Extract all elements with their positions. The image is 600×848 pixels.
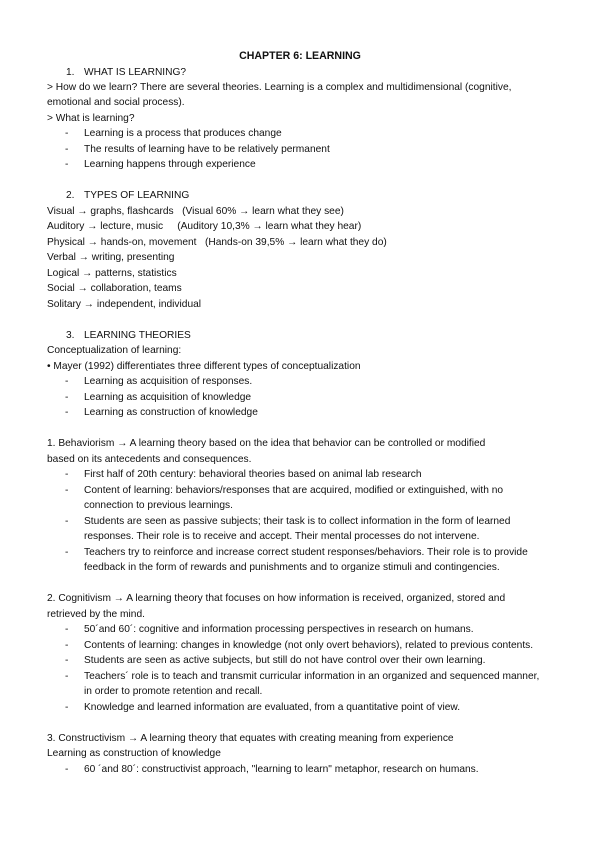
constructivism-subtitle: Learning as construction of knowledge xyxy=(47,748,221,759)
cognitivism-definition: 2. Cognitivism → A learning theory that focuses on how information is received, organized, stored and xyxy=(47,593,506,604)
list-item: - First half of 20th century: behavioral theories based on animal lab research xyxy=(65,467,422,483)
section-heading-learning-theories xyxy=(66,328,191,344)
list-item: - Learning as construction of knowledge xyxy=(65,405,258,421)
dash-bullet: - xyxy=(65,640,69,651)
list-item-continuation: responses. Their role is to receive and accept. Their mental processes do not intervene. xyxy=(84,531,480,542)
section-number: 1. xyxy=(66,67,75,78)
list-item: - Students are seen as passive subjects; their task is to collect information in the form of learned xyxy=(65,514,510,530)
list-item: - Teachers try to reinforce and increase correct student responses/behaviors. Their role is to provide xyxy=(65,545,528,561)
paragraph-line: > How do we learn? There are several theories. Learning is a complex and multidimensional (cognitive, xyxy=(47,82,512,93)
cognitivism-definition-cont: retrieved by the mind. xyxy=(47,609,145,620)
dash-bullet: - xyxy=(65,407,69,418)
dash-bullet: - xyxy=(65,671,69,682)
dash-bullet: - xyxy=(65,469,69,480)
list-item-continuation: feedback in the form of rewards and punishments and to organize stimuli and contingencies. xyxy=(84,562,500,573)
dash-bullet: - xyxy=(65,392,69,403)
section-heading-types-of-learning xyxy=(66,188,189,204)
list-item: - 50´and 60´: cognitive and information processing perspectives in research on humans. xyxy=(65,622,474,638)
dash-bullet: - xyxy=(65,144,69,155)
list-item: - Knowledge and learned information are evaluated, from a quantitative point of view. xyxy=(65,700,460,716)
learning-type-physical: Physical → hands-on, movement (Hands-on 39,5% → learn what they do) xyxy=(47,237,387,248)
list-item: - Learning as acquisition of responses. xyxy=(65,374,252,390)
behaviorism-definition: 1. Behaviorism → A learning theory based on the idea that behavior can be controlled or modified xyxy=(47,438,486,449)
section-number: 3. xyxy=(66,330,75,341)
dash-bullet: - xyxy=(65,702,69,713)
dash-bullet: - xyxy=(65,655,69,666)
learning-type-logical: Logical → patterns, statistics xyxy=(47,268,177,279)
list-item: - The results of learning have to be relatively permanent xyxy=(65,142,330,158)
list-item: - 60 ´and 80´: constructivist approach, "learning to learn" metaphor, research on humans. xyxy=(65,762,479,778)
dash-bullet: - xyxy=(65,376,69,387)
paragraph-line: Conceptualization of learning: xyxy=(47,345,182,356)
dash-bullet: - xyxy=(65,764,69,775)
learning-type-visual: Visual → graphs, flashcards (Visual 60% → learn what they see) xyxy=(47,206,344,217)
dash-bullet: - xyxy=(65,624,69,635)
section-title: TYPES OF LEARNING xyxy=(84,190,190,201)
dash-bullet: - xyxy=(65,516,69,527)
list-item: - Content of learning: behaviors/responses that are acquired, modified or extinguished, with no xyxy=(65,483,503,499)
list-item: - Learning as acquisition of knowledge xyxy=(65,390,251,406)
list-item: - Contents of learning: changes in knowledge (not only overt behaviors), related to previous contents. xyxy=(65,638,533,654)
dash-bullet: - xyxy=(65,159,69,170)
list-item-continuation: connection to previous learnings. xyxy=(84,500,233,511)
learning-type-solitary: Solitary → independent, individual xyxy=(47,299,202,310)
paragraph-line: • Mayer (1992) differentiates three different types of conceptualization xyxy=(47,361,361,372)
constructivism-definition: 3. Constructivism → A learning theory that equates with creating meaning from experience xyxy=(47,733,454,744)
section-number: 2. xyxy=(66,190,75,201)
list-item: - Students are seen as active subjects, but still do not have control over their own learning. xyxy=(65,653,486,669)
section-heading-what-is-learning xyxy=(66,65,186,81)
chapter-title: CHAPTER 6: LEARNING xyxy=(239,50,361,62)
learning-type-social: Social → collaboration, teams xyxy=(47,283,182,294)
list-item: - Teachers´ role is to teach and transmit curricular information in an organized and sequenced manner, xyxy=(65,669,539,685)
list-item: - Learning happens through experience xyxy=(65,157,256,173)
dash-bullet: - xyxy=(65,128,69,139)
learning-type-auditory: Auditory → lecture, music (Auditory 10,3% → learn what they hear) xyxy=(47,221,362,232)
section-title: LEARNING THEORIES xyxy=(84,330,191,341)
paragraph-line: > What is learning? xyxy=(47,113,135,124)
behaviorism-definition-cont: based on its antecedents and consequences. xyxy=(47,454,252,465)
section-title: WHAT IS LEARNING? xyxy=(84,67,187,78)
dash-bullet: - xyxy=(65,485,69,496)
paragraph-line: emotional and social process). xyxy=(47,97,185,108)
dash-bullet: - xyxy=(65,547,69,558)
list-item: - Learning is a process that produces change xyxy=(65,126,282,142)
learning-type-verbal: Verbal → writing, presenting xyxy=(47,252,175,263)
list-item-continuation: in order to promote retention and recall. xyxy=(84,686,263,697)
